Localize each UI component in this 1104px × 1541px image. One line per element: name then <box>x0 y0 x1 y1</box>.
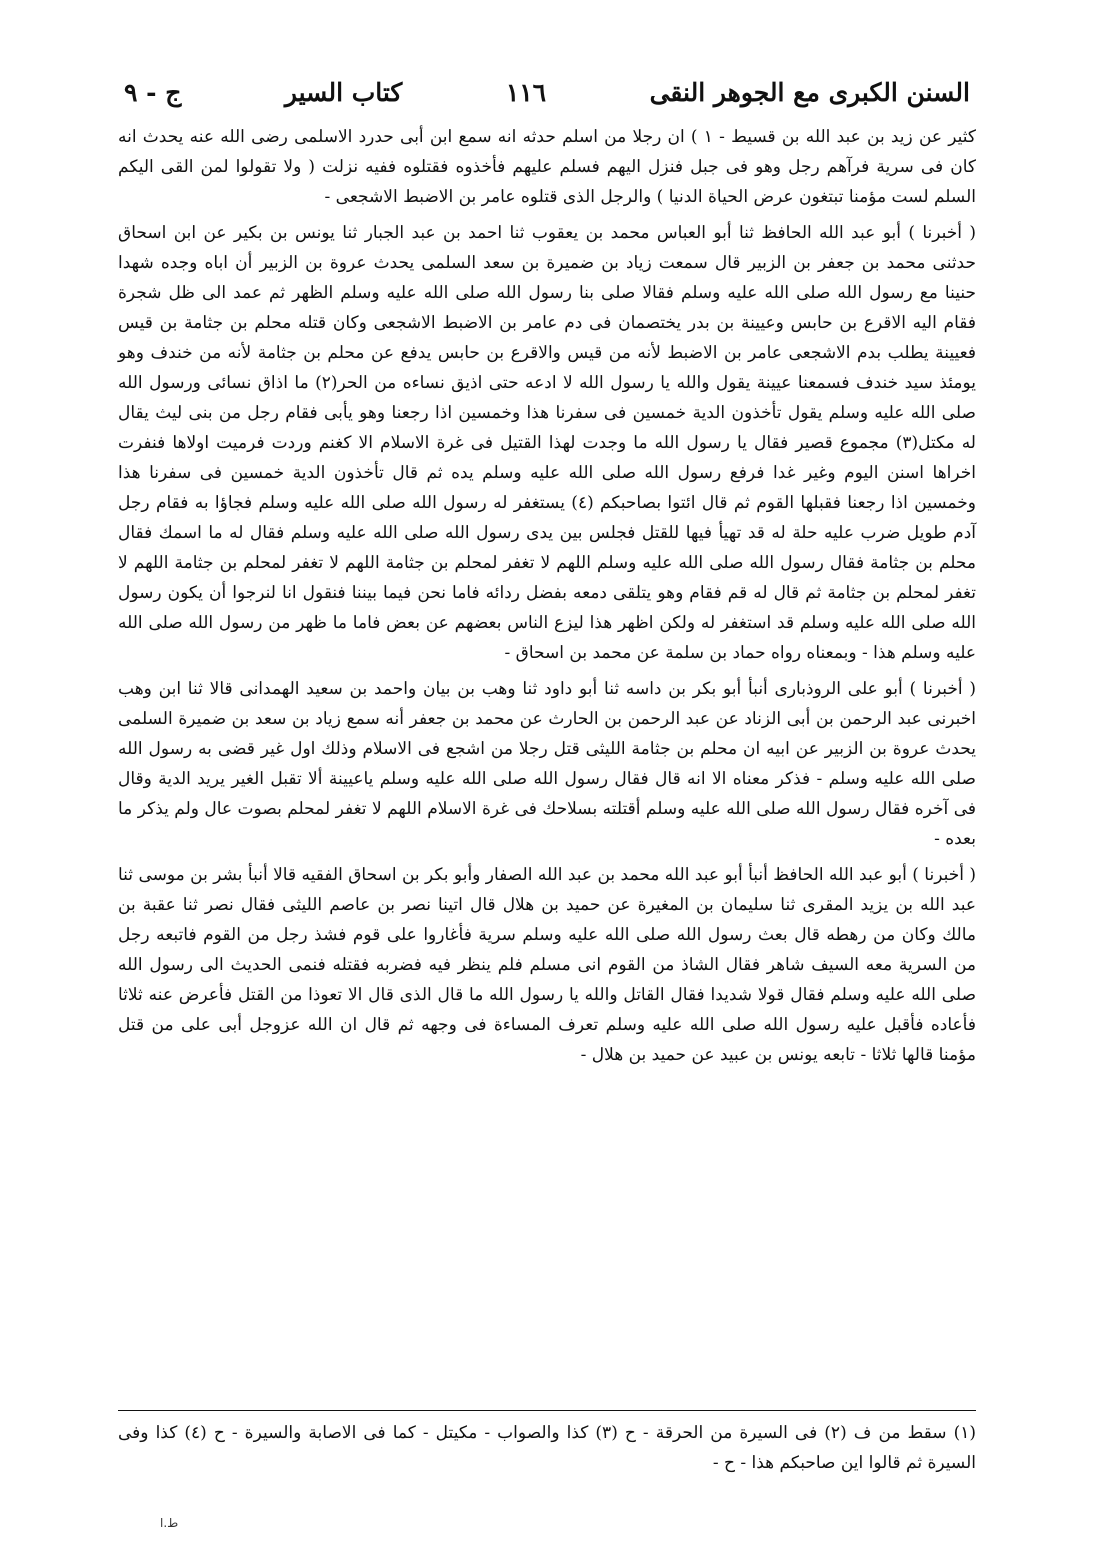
page-mark: ط.ا <box>160 1516 179 1530</box>
footnote-divider <box>118 1410 976 1411</box>
book-title: السنن الكبرى مع الجوهر النقى <box>649 78 970 107</box>
page-content <box>118 78 976 1076</box>
volume-label: ج - ٩ <box>124 78 182 107</box>
paragraph: ( أخبرنا ) أبو عبد الله الحافظ أنبأ أبو عبد الله محمد بن عبد الله الصفار وأبو بكر بن اسحاق الفقيه قالا أنبأ بشر بن موسى ثنا عبد الله بن يزيد المقرى ثنا سليمان بن المغيرة عن حميد بن هلال قال اتينا نصر بن عاصم الليثى فقال نصر ثنا عقبة بن مالك وكان من رهطه قال بعث رسول الله صلى الله عليه وسلم سرية فأغاروا على قوم فشذ رجل من القوم فاتبعه رجل من السرية معه السيف شاهر فقال الشاذ من القوم انى مسلم فلم ينظر فيه فضربه فقتله فنمى الحديث الى رسول الله صلى الله عليه وسلم فقال قولا شديدا فقال القاتل والله يا رسول الله ما قال الذى قال الا تعوذا من القتل فأعرض عنه ثلاثا فأعاده فأقبل عليه رسول الله صلى الله عليه وسلم تعرف المساءة فى وجهه ثم قال ان الله عزوجل أبى على من قتل مؤمنا قالها ثلاثا - تابعه يونس بن عبيد عن حميد بن هلال - <box>118 865 977 1065</box>
paragraph: كثير عن زيد بن عبد الله بن قسيط - ١ ) ان رجلا من اسلم حدثه انه سمع ابن أبى حدرد الاسلمى رضى الله عنه يحدث انه كان فى سرية فرآهم رجل وهو فى جبل فنزل اليهم فسلم عليهم فأخذوه فقتلوه ففيه نزلت ( ولا تقولوا لمن القى اليكم السلم لست مؤمنا تبتغون عرض الحياة الدنيا ) والرجل الذى قتلوه عامر بن الاضبط الاشجعى - <box>118 127 976 207</box>
footnotes: (١) سقط من ف (٢) فى السيرة من الحرقة - ح (٣) كذا والصواب - مكيتل - كما فى الاصابة والسيرة - ح (٤) كذا وفى السيرة ثم قالوا اين صاحبكم هذا - ح - <box>118 1423 976 1473</box>
paragraph: ( أخبرنا ) أبو على الروذبارى أنبأ أبو بكر بن داسه ثنا أبو داود ثنا وهب بن بيان واحمد بن سعيد الهمدانى قالا ثنا ابن وهب اخبرنى عبد الرحمن بن أبى الزناد عن عبد الرحمن بن الحارث عن محمد بن جعفر أنه سمع زياد بن سعد بن ضميرة السلمى يحدث عروة بن الزبير عن ابيه ان محلم بن جثامة الليثى قتل رجلا من اشجع فى الاسلام وذلك اول غير قضى به رسول الله صلى الله عليه وسلم - فذكر معناه الا انه قال فقال رسول الله صلى الله عليه وسلم ياعيينة ألا تقبل الغير يريد الدية وقال فى آخره فقال رسول الله صلى الله عليه وسلم أقتلته بسلاحك فى غرة الاسلام اللهم لا تغفر لمحلم بصوت عال ولم يذكر ما بعده - <box>118 679 976 849</box>
paragraph: ( أخبرنا ) أبو عبد الله الحافظ ثنا أبو العباس محمد بن يعقوب ثنا احمد بن عبد الجبار ثنا يونس بن بكير عن ابن اسحاق حدثنى محمد بن جعفر بن الزبير قال سمعت زياد بن ضميرة بن سعد السلمى يحدث عروة بن الزبير أن اباه وجده شهدا حنينا مع رسول الله صلى الله عليه وسلم فقالا صلى بنا رسول الله صلى الله عليه وسلم الظهر ثم عمد الى ظل شجرة فقام اليه الاقرع بن حابس وعيينة بن بدر يختصمان فى دم عامر بن الاضبط الاشجعى وكان قتله محلم بن جثامة بن قيس فعيينة يطلب بدم الاشجعى عامر بن الاضبط لأنه من قيس والاقرع بن حابس يدفع عن محلم بن جثامة لأنه من خندف وهو يومئذ سيد خندف فسمعنا عيينة يقول والله يا رسول الله لا ادعه حتى اذيق نساءه من الحر(٢) ما اذاق نسائى ورسول الله صلى الله عليه وسلم يقول تأخذون الدية خمسين فى سفرنا هذا وخمسين اذا رجعنا وهو يأبى فقام رجل من بنى ليث يقال له مكتل(٣) مجموع قصير فقال يا رسول الله ما وجدت لهذا القتيل فى غرة الاسلام الا كغنم وردت فرميت اولاها فنفرت اخراها اسنن اليوم وغير غدا فرفع رسول الله صلى الله عليه وسلم يده ثم قال تأخذون الدية خمسين فى سفرنا هذا وخمسين اذا رجعنا فقبلها القوم ثم قال ائتوا بصاحبكم (٤) يستغفر له رسول الله صلى الله عليه وسلم فجاؤا به فقام رجل آدم طويل ضرب عليه حلة له قد تهيأ فيها للقتل فجلس بين يدى رسول الله صلى الله عليه وسلم فقال له ما اسمك فقال محلم بن جثامة فقال رسول الله صلى الله عليه وسلم اللهم لا تغفر لمحلم بن جثامة اللهم لا تغفر لمحلم بن جثامة اللهم لا تغفر لمحلم بن جثامة ثم قال له قم فقام وهو يتلقى دمعه بفضل ردائه فاما نحن فيما بيننا فنقول انا لنرجوا أن يكون رسول الله صلى الله عليه وسلم قد استغفر له ولكن اظهر هذا ليزع الناس بعضهم عن بعض فاما ما ظهر من رسول الله صلى الله عليه وسلم هذا - وبمعناه رواه حماد بن سلمة عن محمد بن اسحاق - <box>118 223 976 663</box>
page-header <box>118 78 976 122</box>
chapter-title: كتاب السير <box>284 78 403 107</box>
page-number: ١١٦ <box>505 78 547 107</box>
main-text <box>118 122 976 1070</box>
